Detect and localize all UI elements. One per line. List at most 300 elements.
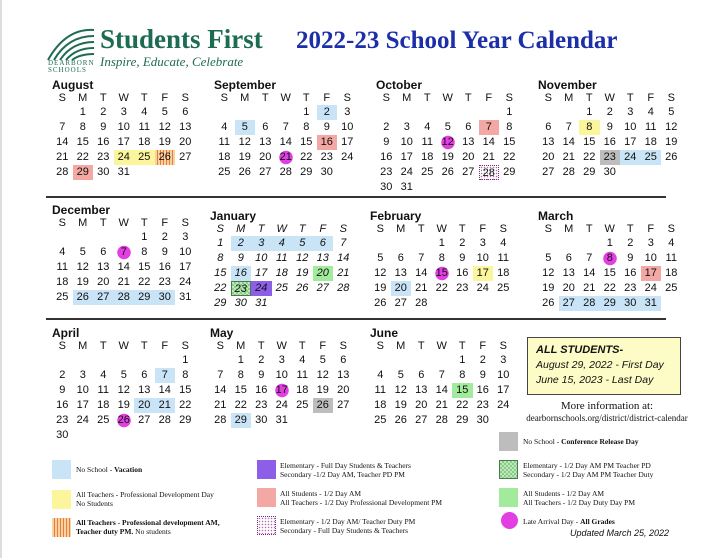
day-cell: 31 — [255, 297, 268, 309]
weekday-letter: M — [236, 340, 246, 352]
day-cell: 16 — [231, 266, 252, 281]
empty-cell — [73, 428, 94, 443]
day-cell: 10 — [624, 121, 637, 133]
day-cell: 6 — [397, 252, 404, 264]
day-cell: 20 — [462, 151, 475, 163]
week-row — [538, 165, 696, 180]
day-cell: 12 — [296, 252, 309, 264]
day-cell: 17 — [400, 151, 413, 163]
day-cell: 16 — [456, 267, 469, 279]
day-cell: 11 — [421, 136, 433, 148]
week-row — [52, 245, 210, 260]
day-cell: 24 — [76, 414, 89, 426]
weekday-letter: W — [442, 92, 453, 104]
day-cell: 9 — [323, 121, 330, 133]
day-cell: 11 — [97, 384, 109, 396]
weekday-letter: M — [396, 340, 406, 352]
day-cell: 25 — [497, 282, 510, 294]
day-cell: 15 — [583, 136, 596, 148]
weekday-letter: T — [140, 92, 148, 104]
week-row — [214, 135, 372, 150]
day-cell: 25 — [134, 150, 155, 165]
day-cell: 11 — [56, 261, 68, 273]
day-cell: 1 — [586, 106, 593, 118]
day-cell: 30 — [603, 166, 616, 178]
day-cell: 11 — [296, 369, 308, 381]
day-cell: 6 — [565, 252, 572, 264]
day-cell: 5 — [444, 121, 451, 133]
day-cell: 12 — [158, 121, 171, 133]
day-cell: 2 — [317, 105, 338, 120]
weekday-letter: M — [402, 92, 412, 104]
day-cell: 24 — [251, 281, 272, 296]
day-cell: 28 — [279, 166, 292, 178]
week-row — [370, 296, 528, 311]
weekday-letter: M — [236, 223, 246, 235]
day-cell: 10 — [476, 252, 489, 264]
day-cell: 23 — [56, 414, 69, 426]
day-cell: 15 — [179, 384, 192, 396]
day-cell: 13 — [316, 252, 329, 264]
day-cell: 18 — [374, 399, 387, 411]
day-cell: 27 — [179, 151, 192, 163]
day-cell: 8 — [506, 121, 513, 133]
weekday-letter: M — [78, 92, 88, 104]
weekday-header — [538, 223, 696, 236]
day-cell: 8 — [579, 120, 600, 135]
empty-cell — [411, 236, 432, 251]
more-info-label: More information at: — [560, 400, 654, 412]
week-row — [376, 165, 534, 180]
day-cell: 16 — [624, 267, 637, 279]
day-cell: 7 — [340, 237, 347, 249]
day-cell: 17 — [497, 384, 510, 396]
legend-swatch-checker — [499, 460, 518, 479]
day-cell: 14 — [56, 136, 69, 148]
day-cell: 1 — [141, 231, 148, 243]
day-cell: 10 — [76, 384, 89, 396]
day-cell: 3 — [344, 106, 351, 118]
empty-cell — [438, 105, 459, 120]
day-cell: 4 — [100, 369, 107, 381]
week-row — [538, 281, 696, 296]
day-cell: 17 — [76, 399, 89, 411]
day-cell: 5 — [377, 252, 384, 264]
day-cell: 29 — [134, 290, 155, 305]
day-cell: 26 — [542, 297, 555, 309]
day-cell: 11 — [276, 252, 288, 264]
day-cell: 7 — [586, 252, 593, 264]
logo-name: Students First — [100, 24, 263, 54]
day-cell: 24 — [476, 282, 489, 294]
week-row — [214, 120, 372, 135]
day-cell: 30 — [620, 296, 641, 311]
empty-cell — [370, 353, 391, 368]
week-row — [210, 368, 368, 383]
day-cell: 2 — [479, 354, 486, 366]
row-divider — [46, 196, 666, 198]
weekday-letter: S — [499, 223, 507, 235]
weekday-letter: S — [499, 340, 507, 352]
weekday-letter: F — [161, 340, 169, 352]
month-january — [210, 210, 368, 311]
empty-cell — [432, 296, 453, 311]
day-cell: 24 — [114, 150, 135, 165]
weekday-letter: S — [181, 92, 189, 104]
month-name: November — [538, 78, 597, 92]
empty-cell — [313, 296, 334, 311]
day-cell: 12 — [438, 135, 459, 150]
day-cell: 8 — [141, 246, 148, 258]
weekday-header — [376, 92, 534, 105]
day-cell: 24 — [341, 151, 354, 163]
day-cell: 20 — [179, 136, 192, 148]
day-cell: 22 — [503, 151, 516, 163]
week-row — [210, 236, 368, 251]
day-cell: 28 — [337, 282, 350, 294]
week-row — [210, 281, 368, 296]
day-cell: 16 — [317, 135, 338, 150]
weekday-letter: S — [58, 217, 66, 229]
weekday-letter: T — [417, 340, 425, 352]
week-row — [376, 180, 534, 195]
day-cell: 31 — [179, 291, 192, 303]
empty-cell — [255, 105, 276, 120]
weekday-letter: T — [626, 223, 634, 235]
empty-cell — [52, 105, 73, 120]
day-cell: 5 — [235, 120, 256, 135]
empty-cell — [452, 296, 473, 311]
week-row — [370, 266, 528, 281]
day-cell: 13 — [462, 136, 475, 148]
week-row — [52, 290, 210, 305]
day-cell: 15 — [214, 267, 227, 279]
day-cell: 15 — [234, 384, 247, 396]
week-row — [376, 105, 534, 120]
day-cell: 4 — [141, 106, 148, 118]
day-cell: 10 — [644, 252, 657, 264]
day-cell: 10 — [497, 369, 510, 381]
week-row — [214, 165, 372, 180]
weekday-letter: M — [564, 92, 574, 104]
empty-cell — [155, 428, 176, 443]
day-cell: 23 — [158, 276, 171, 288]
day-cell: 19 — [158, 136, 171, 148]
day-cell: 30 — [380, 181, 393, 193]
day-cell: 15 — [300, 136, 313, 148]
day-cell: 4 — [668, 237, 675, 249]
day-cell: 3 — [627, 106, 634, 118]
day-cell: 22 — [138, 276, 151, 288]
day-cell: 27 — [462, 166, 475, 178]
month-name: May — [210, 326, 234, 340]
day-cell: 25 — [374, 414, 387, 426]
empty-cell — [559, 105, 580, 120]
week-row — [52, 368, 210, 383]
month-april — [52, 327, 210, 443]
day-cell: 30 — [97, 166, 110, 178]
legend-swatch-green — [499, 488, 518, 507]
day-cell: 15 — [432, 266, 453, 281]
day-cell: 17 — [117, 136, 130, 148]
weekday-letter: S — [376, 340, 384, 352]
day-cell: 22 — [76, 151, 89, 163]
day-cell: 12 — [374, 267, 387, 279]
empty-cell — [134, 353, 155, 368]
legend-half-day-am: All Students - 1/2 Day AM All Teachers - 1/2 Day Professional Development PM — [280, 489, 443, 507]
week-row — [376, 135, 534, 150]
day-cell: 23 — [231, 281, 252, 296]
weekday-header — [52, 217, 210, 230]
day-cell: 5 — [79, 246, 86, 258]
day-cell: 26 — [238, 166, 251, 178]
legend-pd: All Teachers - Professional Development Day No Students — [76, 490, 214, 508]
empty-cell — [93, 428, 114, 443]
empty-cell — [391, 236, 412, 251]
empty-cell — [333, 296, 354, 311]
day-cell: 9 — [459, 252, 466, 264]
day-cell: 1 — [606, 237, 613, 249]
empty-cell — [313, 413, 334, 428]
empty-cell — [210, 353, 231, 368]
empty-cell — [93, 353, 114, 368]
day-cell: 26 — [73, 290, 94, 305]
day-cell: 1 — [506, 106, 513, 118]
empty-cell — [411, 353, 432, 368]
day-cell: 17 — [341, 136, 354, 148]
week-row — [210, 251, 368, 266]
weekday-letter: T — [458, 340, 466, 352]
empty-cell — [114, 353, 135, 368]
logo-tagline: Inspire, Educate, Celebrate — [100, 54, 244, 69]
weekday-letter: T — [417, 223, 425, 235]
day-cell: 13 — [394, 267, 407, 279]
day-cell: 4 — [377, 369, 384, 381]
weekday-letter: T — [585, 223, 593, 235]
legend-swatch-pd-am — [52, 518, 71, 537]
day-cell: 28 — [579, 296, 600, 311]
month-december — [52, 204, 210, 305]
month-name: January — [210, 209, 257, 223]
day-cell: 23 — [476, 399, 489, 411]
day-cell: 3 — [182, 231, 189, 243]
day-cell: 20 — [134, 398, 155, 413]
week-row — [214, 105, 372, 120]
day-cell: 16 — [97, 136, 110, 148]
weekday-letter: W — [436, 223, 447, 235]
weekday-letter: S — [58, 92, 66, 104]
legend-swatch-conference — [499, 432, 518, 451]
day-cell: 25 — [421, 166, 434, 178]
day-cell: 8 — [303, 121, 310, 133]
weekday-letter: W — [118, 217, 129, 229]
month-name: February — [370, 209, 422, 223]
month-november — [538, 79, 696, 180]
day-cell: 14 — [435, 384, 448, 396]
day-cell: 21 — [435, 399, 448, 411]
day-cell: 19 — [394, 399, 407, 411]
day-cell: 7 — [282, 121, 289, 133]
empty-cell — [479, 180, 500, 195]
day-cell: 15 — [503, 136, 516, 148]
week-row — [52, 150, 210, 165]
day-cell: 22 — [179, 399, 192, 411]
day-cell: 19 — [296, 267, 309, 279]
day-cell: 30 — [234, 297, 247, 309]
weekday-letter: M — [564, 223, 574, 235]
week-row — [52, 230, 210, 245]
day-cell: 3 — [403, 121, 410, 133]
day-cell: 24 — [275, 399, 288, 411]
day-cell: 3 — [120, 106, 127, 118]
day-cell: 25 — [97, 414, 110, 426]
day-cell: 29 — [300, 166, 313, 178]
day-cell: 19 — [238, 151, 251, 163]
month-name: August — [52, 78, 94, 92]
day-cell: 2 — [606, 106, 613, 118]
week-row — [376, 150, 534, 165]
empty-cell — [175, 165, 196, 180]
day-cell: 31 — [641, 296, 662, 311]
day-cell: 22 — [456, 399, 469, 411]
day-cell: 21 — [276, 150, 297, 165]
day-cell: 10 — [400, 136, 413, 148]
day-cell: 14 — [562, 136, 575, 148]
day-cell: 23 — [320, 151, 333, 163]
legend-swatch-full-day — [257, 460, 276, 479]
week-row — [52, 353, 210, 368]
day-cell: 22 — [300, 151, 313, 163]
empty-cell — [333, 413, 354, 428]
day-cell: 12 — [542, 267, 555, 279]
day-cell: 7 — [418, 252, 425, 264]
day-cell: 4 — [299, 354, 306, 366]
day-cell: 19 — [117, 399, 130, 411]
day-cell: 12 — [117, 384, 130, 396]
legend-dotted: Elementary - 1/2 Day AM/ Teacher Duty PM Secondary - Full Day Students & Teachers — [280, 517, 416, 535]
day-cell: 1 — [237, 354, 244, 366]
week-row — [538, 120, 696, 135]
day-cell: 17 — [641, 266, 662, 281]
day-cell: 12 — [665, 121, 678, 133]
weekday-header — [210, 223, 368, 236]
week-row — [538, 150, 696, 165]
weekday-letter: T — [585, 92, 593, 104]
week-row — [210, 383, 368, 398]
weekday-letter: S — [220, 92, 228, 104]
day-cell: 2 — [459, 237, 466, 249]
day-cell: 27 — [337, 399, 350, 411]
day-cell: 5 — [319, 354, 326, 366]
weekday-letter: W — [604, 223, 615, 235]
empty-cell — [397, 105, 418, 120]
day-cell: 28 — [158, 414, 171, 426]
day-cell: 12 — [238, 136, 251, 148]
day-cell: 8 — [237, 369, 244, 381]
empty-cell — [620, 165, 641, 180]
day-cell: 27 — [138, 414, 151, 426]
day-cell: 22 — [583, 151, 596, 163]
empty-cell — [134, 428, 155, 443]
month-august — [52, 79, 210, 180]
week-row — [52, 105, 210, 120]
week-row — [52, 275, 210, 290]
weekday-letter: F — [161, 217, 169, 229]
more-info-url[interactable]: dearbornschools.org/district/district-calendar — [526, 413, 688, 423]
day-cell: 8 — [600, 251, 621, 266]
day-cell: 19 — [665, 136, 678, 148]
day-cell: 6 — [418, 369, 425, 381]
day-cell: 28 — [114, 290, 135, 305]
weekday-letter: F — [319, 340, 327, 352]
weekday-header — [210, 340, 368, 353]
weekday-header — [214, 92, 372, 105]
month-september — [214, 79, 372, 180]
day-cell: 30 — [255, 414, 268, 426]
day-cell: 8 — [79, 121, 86, 133]
day-cell: 1 — [303, 106, 310, 118]
day-cell: 24 — [179, 276, 192, 288]
day-cell: 18 — [218, 151, 231, 163]
day-cell: 4 — [500, 237, 507, 249]
day-cell: 25 — [296, 399, 309, 411]
empty-cell — [479, 105, 500, 120]
day-cell: 28 — [562, 166, 575, 178]
weekday-letter: T — [464, 92, 472, 104]
weekday-letter: S — [181, 217, 189, 229]
day-cell: 9 — [479, 369, 486, 381]
day-cell: 6 — [545, 121, 552, 133]
day-cell: 11 — [497, 252, 509, 264]
day-cell: 21 — [482, 151, 495, 163]
weekday-letter: T — [99, 92, 107, 104]
day-cell: 10 — [275, 369, 288, 381]
day-cell: 8 — [459, 369, 466, 381]
week-row — [210, 266, 368, 281]
empty-cell — [272, 296, 293, 311]
day-cell: 27 — [259, 166, 272, 178]
day-cell: 23 — [380, 166, 393, 178]
day-cell: 9 — [237, 252, 244, 264]
day-cell: 11 — [374, 384, 386, 396]
month-may — [210, 327, 368, 428]
day-cell: 17 — [179, 261, 192, 273]
weekday-letter: T — [626, 92, 634, 104]
empty-cell — [73, 353, 94, 368]
weekday-letter: S — [505, 92, 513, 104]
weekday-letter: F — [485, 92, 493, 104]
legend-swatch-dotted — [257, 516, 276, 535]
day-cell: 7 — [114, 245, 135, 260]
legend-conference: No School - Conference Release Day — [523, 437, 639, 446]
weekday-letter: S — [667, 223, 675, 235]
weekday-letter: T — [257, 223, 265, 235]
day-cell: 25 — [275, 282, 288, 294]
weekday-letter: T — [298, 340, 306, 352]
day-cell: 30 — [56, 429, 69, 441]
weekday-letter: T — [99, 340, 107, 352]
week-row — [370, 251, 528, 266]
day-cell: 21 — [583, 282, 596, 294]
day-cell: 5 — [120, 369, 127, 381]
day-cell: 20 — [391, 281, 412, 296]
day-cell: 21 — [117, 276, 130, 288]
weekday-letter: F — [647, 92, 655, 104]
day-cell: 27 — [542, 166, 555, 178]
day-cell: 22 — [603, 282, 616, 294]
legend-swatch-vacation — [52, 460, 71, 479]
day-cell: 28 — [435, 414, 448, 426]
